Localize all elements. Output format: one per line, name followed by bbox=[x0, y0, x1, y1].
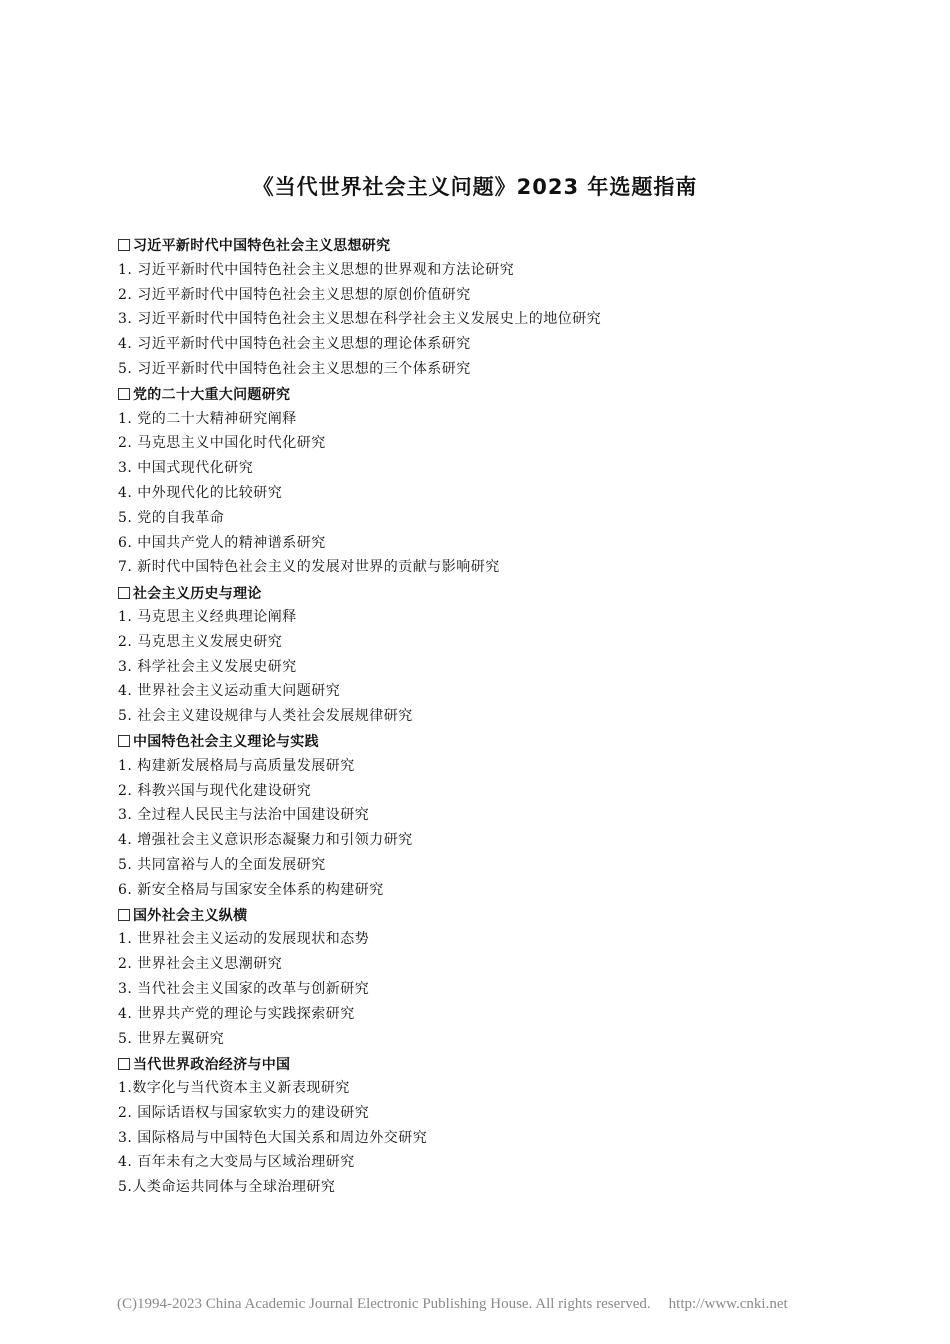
section-20th-congress bbox=[118, 382, 838, 580]
topic-guide bbox=[118, 233, 838, 1200]
list-item: 5. 社会主义建设规律与人类社会发展规律研究 bbox=[118, 708, 413, 725]
footer-url: http://www.cnki.net bbox=[668, 1296, 788, 1312]
list-item: 2. 习近平新时代中国特色社会主义思想的原创价值研究 bbox=[118, 286, 471, 303]
list-item: 6. 中国共产党人的精神谱系研究 bbox=[118, 534, 326, 551]
list-item: 3. 习近平新时代中国特色社会主义思想在科学社会主义发展史上的地位研究 bbox=[118, 311, 602, 328]
list-item: 2. 科教兴国与现代化建设研究 bbox=[118, 782, 312, 799]
checkbox-icon bbox=[118, 909, 130, 921]
list-item: 4. 世界共产党的理论与实践探索研究 bbox=[118, 1005, 355, 1022]
list-item: 2. 马克思主义中国化时代化研究 bbox=[118, 435, 326, 452]
checkbox-icon bbox=[118, 1058, 130, 1070]
copyright-footer bbox=[117, 1296, 788, 1313]
checkbox-icon bbox=[118, 735, 130, 747]
section-xi-thought bbox=[118, 233, 838, 382]
list-item: 5. 世界左翼研究 bbox=[118, 1030, 225, 1047]
list-item: 1. 党的二十大精神研究阐释 bbox=[118, 410, 297, 427]
section-heading-text: 社会主义历史与理论 bbox=[133, 585, 262, 602]
list-item: 3. 科学社会主义发展史研究 bbox=[118, 658, 297, 675]
list-item: 1. 马克思主义经典理论阐释 bbox=[118, 608, 297, 625]
list-item: 1. 习近平新时代中国特色社会主义思想的世界观和方法论研究 bbox=[118, 261, 515, 278]
list-item: 2. 世界社会主义思潮研究 bbox=[118, 956, 283, 973]
checkbox-icon bbox=[118, 239, 130, 251]
list-item: 1. 世界社会主义运动的发展现状和态势 bbox=[118, 931, 370, 948]
list-item: 3. 国际格局与中国特色大国关系和周边外交研究 bbox=[118, 1129, 428, 1146]
section-heading-text: 习近平新时代中国特色社会主义思想研究 bbox=[133, 238, 391, 255]
list-item: 1. 构建新发展格局与高质量发展研究 bbox=[118, 757, 355, 774]
list-item: 5. 共同富裕与人的全面发展研究 bbox=[118, 856, 326, 873]
list-item: 5.人类命运共同体与全球治理研究 bbox=[118, 1179, 336, 1196]
list-item: 2. 马克思主义发展史研究 bbox=[118, 633, 283, 650]
section-heading-text: 中国特色社会主义理论与实践 bbox=[133, 734, 319, 751]
section-world-politics-economy bbox=[118, 1051, 838, 1200]
section-heading-text: 当代世界政治经济与中国 bbox=[133, 1056, 291, 1073]
checkbox-icon bbox=[118, 388, 130, 400]
list-item: 6. 新安全格局与国家安全体系的构建研究 bbox=[118, 881, 384, 898]
list-item: 2. 国际话语权与国家软实力的建设研究 bbox=[118, 1104, 370, 1121]
list-item: 4. 中外现代化的比较研究 bbox=[118, 484, 283, 501]
list-item: 4. 百年未有之大变局与区域治理研究 bbox=[118, 1154, 355, 1171]
section-heading bbox=[118, 382, 838, 407]
section-heading-text: 党的二十大重大问题研究 bbox=[133, 387, 291, 404]
list-item: 5. 习近平新时代中国特色社会主义思想的三个体系研究 bbox=[118, 360, 471, 377]
section-heading bbox=[118, 233, 838, 258]
list-item: 1.数字化与当代资本主义新表现研究 bbox=[118, 1080, 350, 1097]
section-chinese-socialism-practice bbox=[118, 729, 838, 903]
list-item: 4. 世界社会主义运动重大问题研究 bbox=[118, 683, 341, 700]
list-item: 5. 党的自我革命 bbox=[118, 509, 225, 526]
list-item: 7. 新时代中国特色社会主义的发展对世界的贡献与影响研究 bbox=[118, 559, 500, 576]
section-heading bbox=[118, 1051, 838, 1076]
list-item: 3. 中国式现代化研究 bbox=[118, 460, 254, 477]
page-title: 《当代世界社会主义问题》2023 年选题指南 bbox=[252, 175, 698, 199]
list-item: 4. 增强社会主义意识形态凝聚力和引领力研究 bbox=[118, 832, 413, 849]
section-foreign-socialism bbox=[118, 903, 838, 1052]
copyright-text: (C)1994-2023 China Academic Journal Electronic Publishing House. All rights reserved. bbox=[117, 1296, 651, 1312]
section-heading-text: 国外社会主义纵横 bbox=[133, 907, 248, 924]
list-item: 4. 习近平新时代中国特色社会主义思想的理论体系研究 bbox=[118, 336, 471, 353]
section-socialism-history-theory bbox=[118, 580, 838, 729]
section-heading bbox=[118, 580, 838, 605]
section-heading bbox=[118, 903, 838, 928]
section-heading bbox=[118, 729, 838, 754]
list-item: 3. 全过程人民民主与法治中国建设研究 bbox=[118, 807, 370, 824]
list-item: 3. 当代社会主义国家的改革与创新研究 bbox=[118, 980, 370, 997]
checkbox-icon bbox=[118, 587, 130, 599]
